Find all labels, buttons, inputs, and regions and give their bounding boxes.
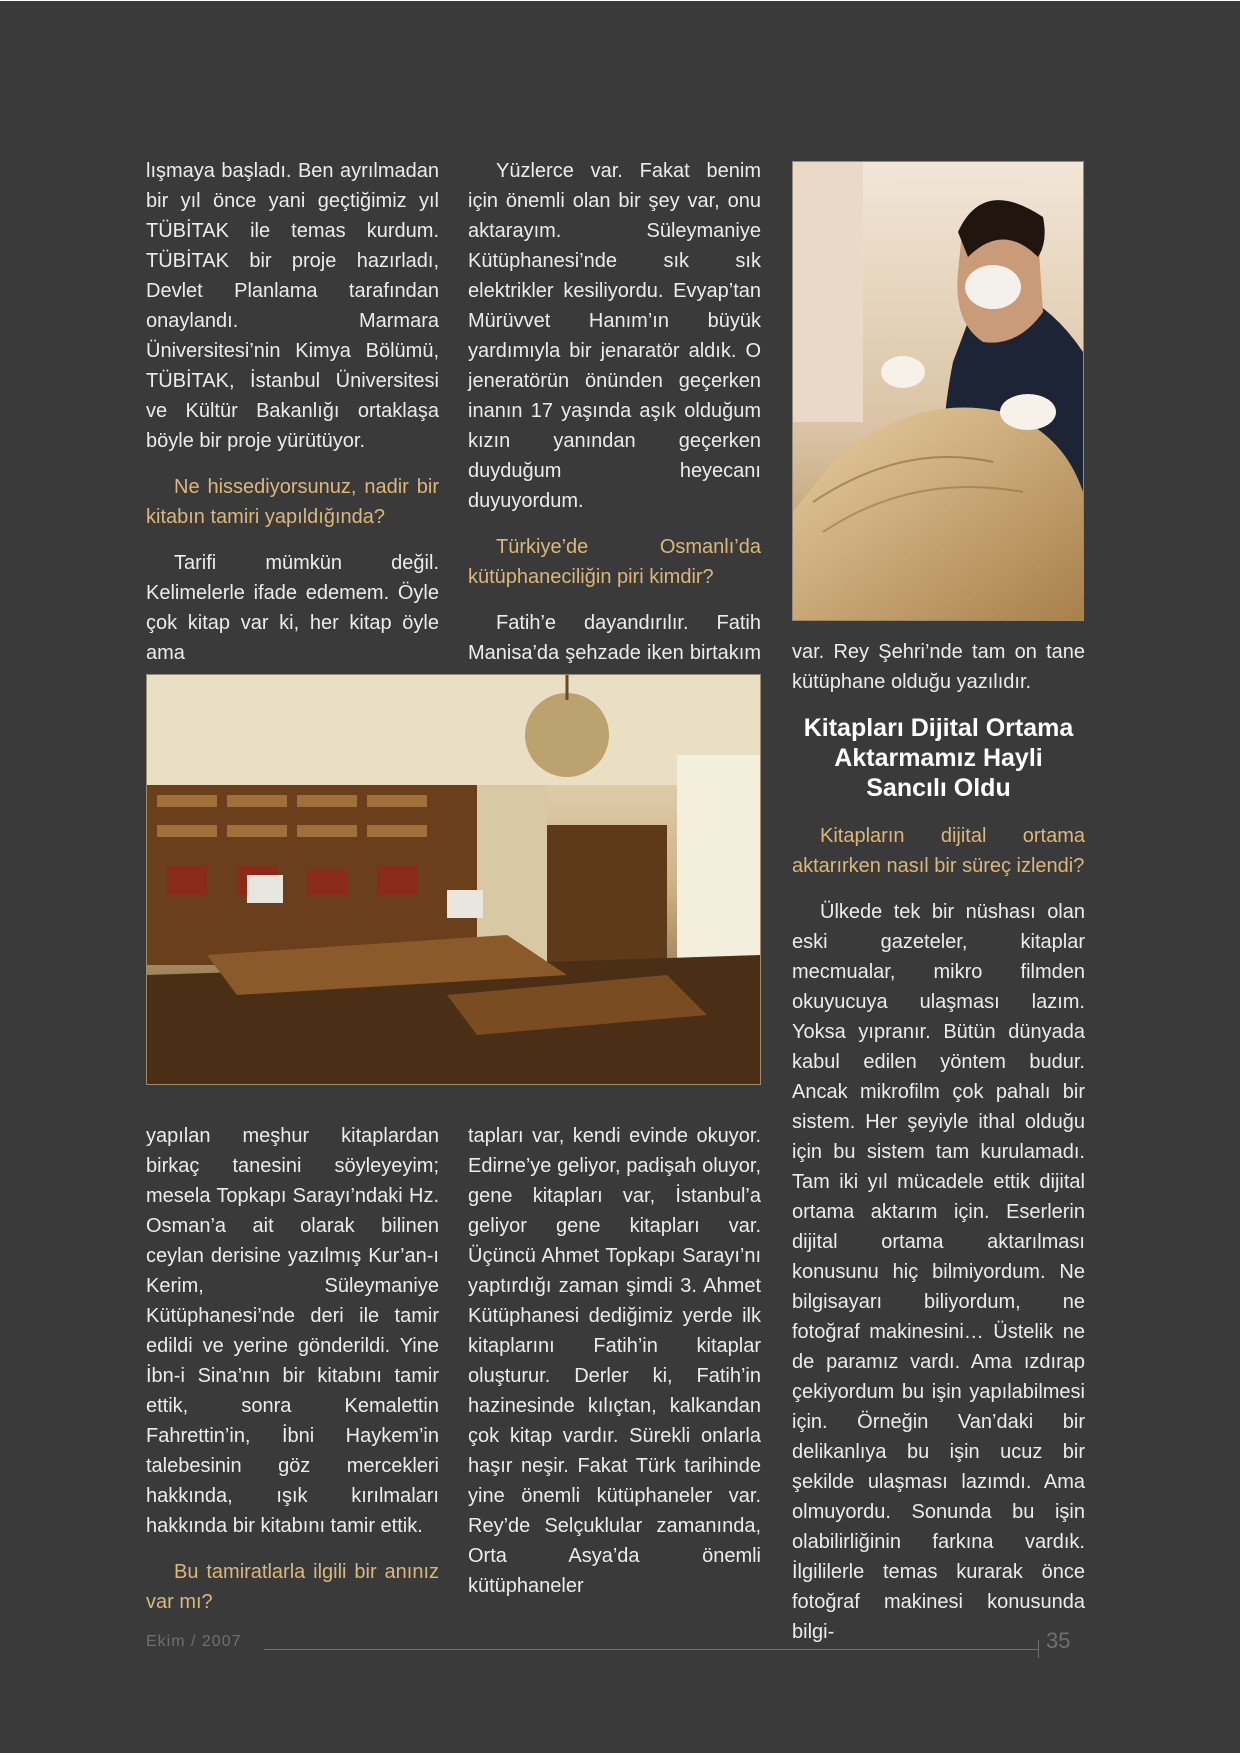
footer-tick bbox=[1038, 1640, 1039, 1658]
article-paragraph: Fatih’e dayandırılır. Fatih Manisa’da şehzade iken birtakım bbox=[468, 612, 761, 664]
footer-rule bbox=[264, 1649, 1038, 1650]
footer-issue-date: Ekim / 2007 bbox=[146, 1633, 242, 1650]
interview-answer: Ülkede tek bir nüshası olan eski gazeteler, kitaplar mecmualar, mikro filmden okuyucuya ulaşması lazım. Yoksa yıpranır. Bütün dünyada kabul edilen yöntem budur. Ancak mikrofilm çok pahalı bir sistem. Her şeyiyle ithal olduğu için bu sistem tam kurulamadı. Tam iki yıl mücadele ettik dijital ortama aktarım için. Eserlerin dijital ortama aktarılması konusunu hiç bilmiyordum. Ne bilgisayarı biliyordum, ne fotoğraf makinesini… Üstelik ne de paramız vardı. Ama ızdırap çekiyordum bu işin yapılabilmesi için. Örneğin Van’daki bir delikanlıya bu işin ucuz bir şekilde ulaşması lazımdı. Ama olmuyordu. Sonunda bu işin olabilirliğinin farkına vardık. İlgililerle temas kurarak önce fotoğraf makinesi konusunda bilgi- bbox=[792, 901, 1085, 1643]
article-paragraph: tapları var, kendi evinde okuyor. Edirne’ye geliyor, padişah oluyor, gene kitapları var, İstanbul’a geliyor gene kitapları var. Üçüncü Ahmet Topkapı Sarayı’nı yaptırdığı zaman şimdi 3. Ahmet Kütüphanesi dediğimiz yerde ilk kitaplarını Fatih’in kitaplar oluşturur. Derler ki, Fatih’in hazinesinde kılıçtan, kalkandan çok kitap vardır. Sürekli onlarla haşır neşir. Fakat Türk tarihinde yine önemli kütüphaneler var. Rey’de Selçuklular zamanında, Orta Asya’da önemli kütüphaneler bbox=[468, 1125, 761, 1597]
article-paragraph: Tarifi mümkün değil. Kelimelerle ifade edemem. Öyle çok kitap var ki, her kitap öyle ama bbox=[146, 552, 439, 664]
column-3 bbox=[792, 637, 1085, 1647]
column-1-top bbox=[146, 156, 439, 668]
interview-question: Bu tamiratlarla ilgili bir anınız var mı? bbox=[146, 1561, 439, 1613]
photo-library-reading-room bbox=[146, 674, 761, 1085]
col3-intro-paragraph: var. Rey Şehri’nde tam on tane kütüphane olduğu yazılıdır. bbox=[792, 641, 1085, 693]
column-1-bottom bbox=[146, 1121, 439, 1617]
column-2-top bbox=[468, 156, 761, 698]
magazine-page bbox=[0, 1, 1240, 1753]
interview-question: Ne hissediyorsunuz, nadir bir kitabın tamiri yapıldığında? bbox=[146, 476, 439, 528]
interview-question: Türkiye’de Osmanlı’da kütüphaneciliğin piri kimdir? bbox=[468, 536, 761, 588]
section-heading: Kitapları Dijital Ortama Aktarmamız Hayli Sancılı Oldu bbox=[803, 714, 1074, 802]
page-number: 35 bbox=[1046, 1628, 1071, 1653]
article-paragraph: lışmaya başladı. Ben ayrılmadan bir yıl önce yani geçtiğimiz yıl TÜBİTAK ile temas kurdum. TÜBİTAK bir proje hazırladı, Devlet Planlama tarafından onaylandı. Marmara Üniversitesi’nin Kimya Bölümü, TÜBİTAK, İstanbul Üniversitesi ve Kültür Bakanlığı ortaklaşa böyle bir proje yürütüyor. bbox=[146, 160, 439, 452]
article-paragraph: yapılan meşhur kitaplardan birkaç tanesini söyleyeyim; mesela Topkapı Sarayı’ndaki Hz. Osman’a ait olarak bilinen ceylan derisine yazılmış Kur’an-ı Kerim, Süleymaniye Kütüphanesi’nde deri ile tamir edildi ve yerine gönderildi. Yine İbn-i Sina’nın bir kitabını tamir ettik, sonra Kemalettin Fahrettin’in, İbni Haykem’in talebesinin göz mercekleri hakkında, ışık kırılmaları hakkında bir kitabını tamir ettik. bbox=[146, 1125, 439, 1537]
photo-restorer-with-manuscript bbox=[792, 161, 1084, 621]
column-2-bottom bbox=[468, 1121, 761, 1601]
article-paragraph: Yüzlerce var. Fakat benim için önemli olan bir şey var, onu aktarayım. Süleymaniye Kütüphanesi’nde sık sık elektrikler kesiliyordu. Evyap’tan Mürüvvet Hanım’ın büyük yardımıyla bir jenaratör aldık. O jeneratörün önünden geçerken inanın 17 yaşında aşık olduğum kızın yanından geçerken duyduğum heyecanı duyuyordum. bbox=[468, 160, 761, 512]
interview-question: Kitapların dijital ortama aktarırken nasıl bir süreç izlendi? bbox=[792, 825, 1085, 877]
